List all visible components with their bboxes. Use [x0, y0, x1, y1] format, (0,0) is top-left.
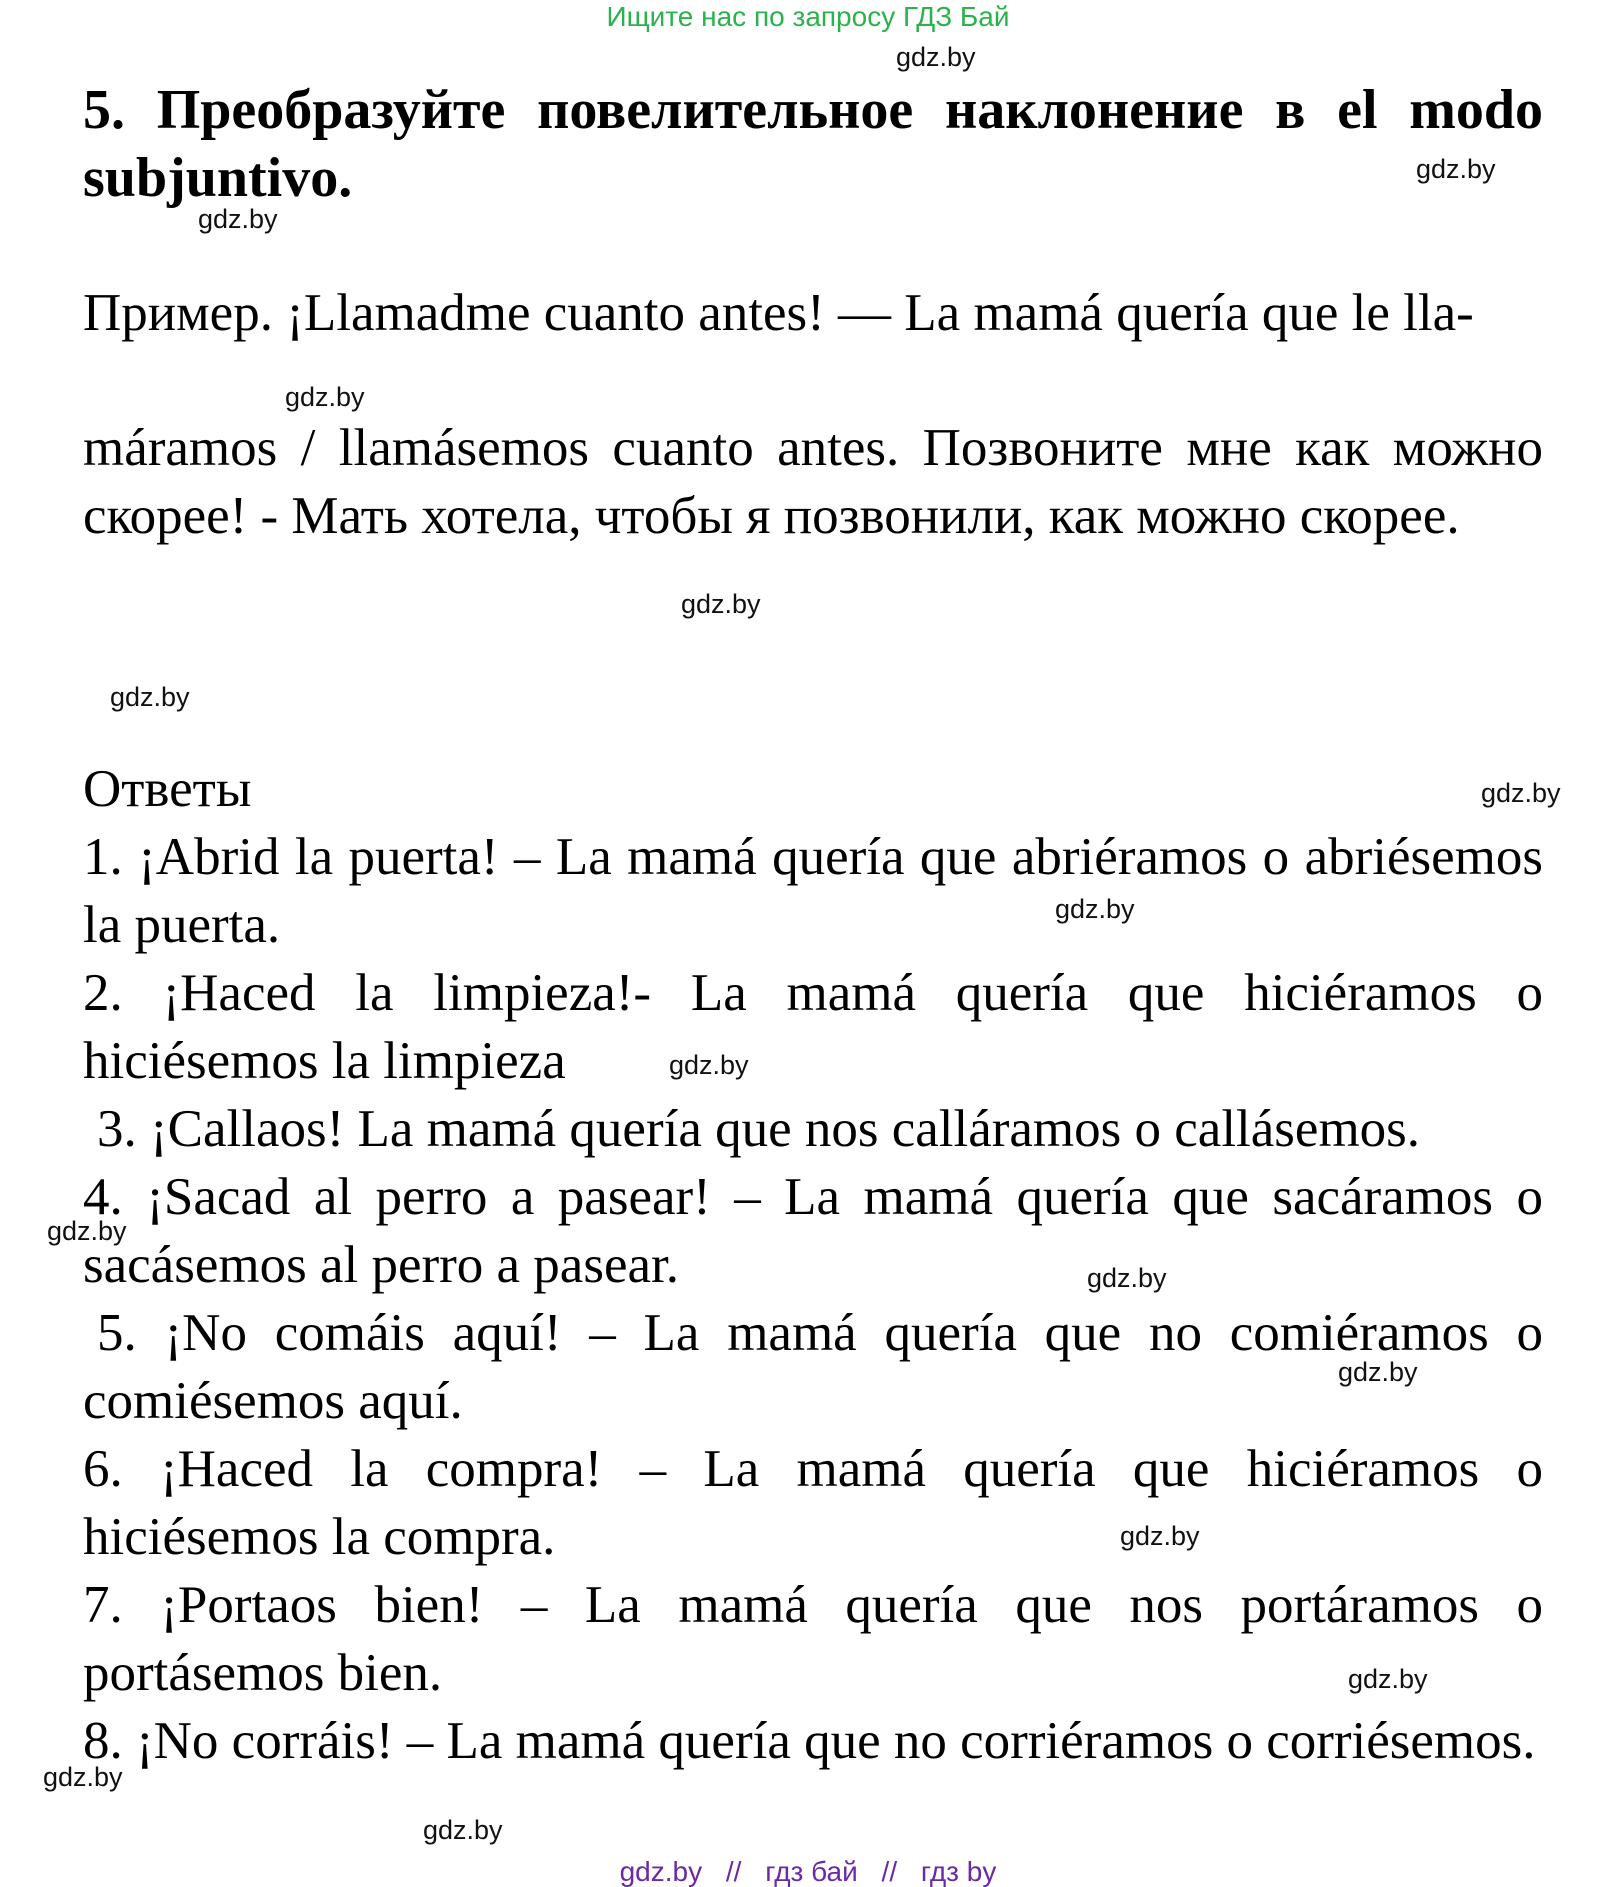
watermark: gdz.by — [1087, 1263, 1167, 1293]
watermark: gdz.by — [1481, 778, 1561, 808]
watermark: gdz.by — [423, 1815, 503, 1845]
answers-heading: Ответы — [83, 760, 252, 818]
top-banner[interactable]: Ищите нас по запросу ГДЗ Бай — [606, 1, 1010, 32]
answer-item-2: 2. ¡Haced la limpieza!- La mamá quería que hiciéramos o hiciésemos la limpieza — [83, 964, 1543, 1090]
watermark: gdz.by — [681, 589, 761, 619]
watermark: gdz.by — [198, 204, 278, 234]
answer-item-7: 7. ¡Portaos bien! – La mamá quería que nos portáramos o portásemos bien. — [83, 1576, 1543, 1702]
example-continuation: máramos / llamásemos cuanto antes. Позвоните мне как можно скорее! - Мать хотела, чтобы я позвонили, как можно скорее. — [83, 419, 1543, 545]
answer-item-8: 8. ¡No corráis! – La mamá quería que no corriéramos o corriésemos. — [83, 1712, 1536, 1770]
answer-item-6: 6. ¡Haced la compra! – La mamá quería que hiciéramos o hiciésemos la compra. — [83, 1440, 1543, 1566]
watermark: gdz.by — [1120, 1521, 1200, 1551]
footer-link-gdz-by[interactable]: gdz.by — [619, 1856, 703, 1887]
example-first-line: Пример. ¡Llamadme cuanto antes! — La mamá quería que le lla- — [83, 284, 1474, 342]
watermark: gdz.by — [669, 1050, 749, 1080]
watermark: gdz.by — [1348, 1664, 1428, 1694]
watermark: gdz.by — [1416, 154, 1496, 184]
exercise-title: 5. Преобразуйте повелительное наклонение в el modo subjuntivo. — [83, 79, 1543, 209]
answer-item-4: 4. ¡Sacad al perro a pasear! – La mamá quería que sacáramos o sacásemos al perro a pasear. — [83, 1168, 1543, 1294]
footer-separator: // — [881, 1856, 898, 1887]
answer-item-1: 1. ¡Abrid la puerta! – La mamá quería que abriéramos o abriésemos la puerta. — [83, 828, 1543, 954]
watermark: gdz.by — [43, 1762, 123, 1792]
watermark: gdz.by — [1055, 894, 1135, 924]
watermark: gdz.by — [285, 382, 365, 412]
footer-link-gdz-by-cyrillic[interactable]: гдз by — [920, 1856, 997, 1887]
watermark: gdz.by — [110, 682, 190, 712]
footer-link-gdz-bai[interactable]: гдз бай — [765, 1856, 858, 1887]
watermark: gdz.by — [47, 1216, 127, 1246]
footer-links — [0, 1858, 1616, 1886]
footer-separator: // — [725, 1856, 742, 1887]
answer-item-5: 5. ¡No comáis aquí! – La mamá quería que no comiéramos o comiésemos aquí. — [83, 1304, 1543, 1430]
watermark: gdz.by — [1338, 1357, 1418, 1387]
answer-item-3: 3. ¡Callaos! La mamá quería que nos calláramos o callásemos. — [97, 1100, 1421, 1158]
watermark: gdz.by — [896, 42, 976, 72]
